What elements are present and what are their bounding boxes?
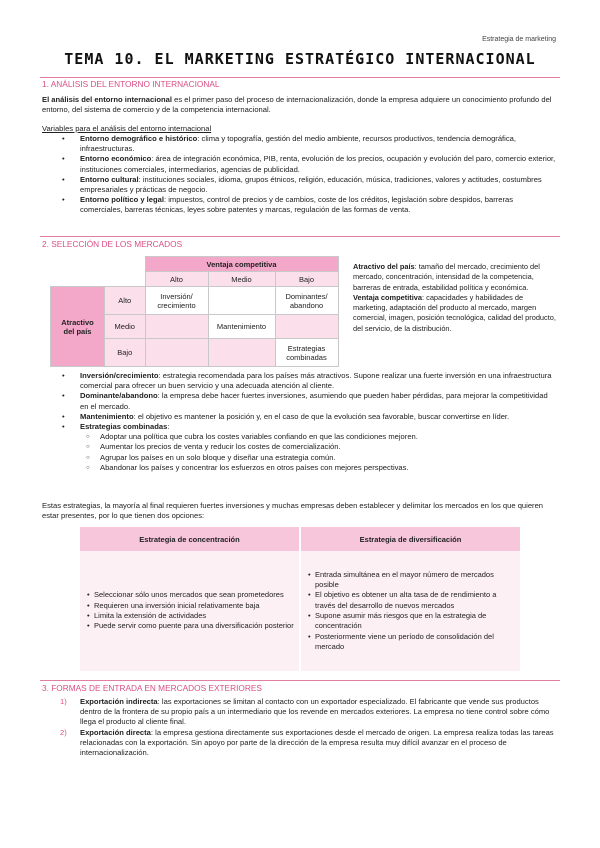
row-label: Medio xyxy=(105,315,146,339)
options-paragraph: Estas estrategias, la mayoría al final requieren fuertes inversiones y muchas empresas deben establecer y delimitar los mercados en los que quieren estar presentes, por lo que tienen dos opciones: xyxy=(42,501,544,521)
list-item xyxy=(42,371,556,391)
row-label: Alto xyxy=(105,287,146,315)
item-text: : impuestos, control de precios y de cambios, coste de los créditos, legislación sobre despidos, barreras comerciales, barreras técnicas, leyes sobre patentes y marcas, regulación de las formas de venta. xyxy=(80,195,514,215)
item-text: : instituciones sociales, idioma, grupos étnicos, religión, educación, música, tradiciones, valores y actitudes, costumbres empresariales y prácticas de negocio. xyxy=(80,174,542,195)
list-item: • Entrada simultánea en el mayor número de mercados posible xyxy=(305,570,516,591)
matrix-cell xyxy=(275,315,338,339)
item-title: Dominante/abandono xyxy=(80,391,158,401)
row-header: Atractivo del país xyxy=(51,287,105,367)
item-title: Entorno económico xyxy=(80,154,152,164)
list-item: • Posteriormente viene un período de consolidación del mercado xyxy=(305,632,516,653)
legend-item xyxy=(353,262,558,293)
matrix-cell: Inversión/ crecimiento xyxy=(145,287,208,315)
item-text: : la empresa gestiona directamente sus exportaciones desde el mercado de origen. La empresa realiza todas las tareas relacionadas con la exportación. Sin apoyo por parte de la dirección de la empresa resulta muy difícil avanzar en el proceso de internacionalización. xyxy=(80,727,554,758)
col-header: Medio xyxy=(208,272,275,287)
list-item xyxy=(42,412,556,422)
item-number: 1) xyxy=(60,697,67,706)
list-item xyxy=(42,134,556,154)
matrix-legend xyxy=(353,262,558,334)
concentration-cell xyxy=(80,551,300,671)
list-item: • Supone asumir más riesgos que en la estrategia de concentración xyxy=(305,611,516,632)
item-text: : estrategia recomendada para los países más atractivos. Supone realizar una fuerte inversión en una infraestructura comercial para ofrecer un buen servicio y una adecuada atención al cliente. xyxy=(80,371,552,391)
legend-text: : capacidades y habilidades de marketing, adaptación del producto al mercado, margen comercial, imagen, posición tecnológica, calidad del producto, del servicio, de la distribución. xyxy=(353,292,556,333)
divider xyxy=(40,77,560,78)
variables-label: Variables para el análisis del entorno internacional xyxy=(42,124,212,133)
header-label: Estrategia de marketing xyxy=(482,36,556,43)
list-item: • Limita la extensión de actividades xyxy=(84,611,295,621)
matrix-cell: Mantenimiento xyxy=(208,315,275,339)
item-title: Exportación directa xyxy=(80,727,151,737)
matrix-cell xyxy=(208,287,275,315)
intro-paragraph xyxy=(42,95,556,115)
concentration-header: Estrategia de concentración xyxy=(80,527,300,551)
list-item xyxy=(42,175,556,195)
list-item xyxy=(42,195,556,215)
intro-text: es el primer paso del proceso de internacionalización, donde la empresa adquiere un conocimiento profundo del entorno, del sistema de comercio y de la competencia internacional. xyxy=(42,95,552,115)
section-heading-3: 3. FORMAS DE ENTRADA EN MERCADOS EXTERIORES xyxy=(42,683,262,693)
item-title: Mantenimiento xyxy=(80,411,134,421)
entry-forms-list xyxy=(42,697,556,758)
list-item xyxy=(42,728,556,759)
section-heading-2: 2. SELECCIÓN DE LOS MERCADOS xyxy=(42,239,183,249)
matrix-cell: Estrategias combinadas xyxy=(275,339,338,367)
list-item: • Requieren una inversión inicial relativamente baja xyxy=(84,601,295,611)
list-item xyxy=(42,422,556,432)
divider xyxy=(40,236,560,237)
list-item: • El objetivo es obtener un alta tasa de de rendimiento a través del desarrollo de nuevos mercados xyxy=(305,590,516,611)
diversification-cell xyxy=(300,551,520,671)
row-label: Bajo xyxy=(105,339,146,367)
matrix-cell: Dominantes/ abandono xyxy=(275,287,338,315)
market-selection-matrix xyxy=(50,256,339,367)
matrix-top-header: Ventaja competitiva xyxy=(145,257,338,272)
page-title: TEMA 10. EL MARKETING ESTRATÉGICO INTERNACIONAL xyxy=(64,50,536,68)
legend-item xyxy=(353,293,558,334)
matrix-cell xyxy=(145,339,208,367)
item-title: Entorno demográfico e histórico xyxy=(80,134,198,143)
sub-item: ○ Aumentar los precios de venta y reducir los costes de comercialización. xyxy=(42,442,556,452)
intro-bold: El análisis del entorno internacional xyxy=(42,95,172,104)
item-title: Estrategias combinadas xyxy=(80,422,168,432)
diversification-header: Estrategia de diversificación xyxy=(300,527,520,551)
matrix-cell xyxy=(145,315,208,339)
divider xyxy=(40,680,560,681)
list-item xyxy=(42,391,556,411)
item-number: 2) xyxy=(60,727,67,737)
legend-title: Atractivo del país xyxy=(353,262,415,271)
item-title: Inversión/crecimiento xyxy=(80,371,159,380)
environment-list xyxy=(42,134,556,216)
item-text: : el objetivo es mantener la posición y, en el caso de que la evolución sea favorable, buscar convertirse en líder. xyxy=(133,411,510,421)
col-header: Bajo xyxy=(275,272,338,287)
list-item xyxy=(42,154,556,174)
list-item xyxy=(42,697,556,728)
item-text: : área de integración económica, PIB, renta, evolución de los precios, ocupación y evolución del paro, comercio exterior, instituciones comerciales, intermediarios, agencias de publicidad. xyxy=(80,154,556,174)
item-title: Entorno cultural xyxy=(80,174,139,184)
strategy-list xyxy=(42,371,556,473)
list-item: • Puede servir como puente para una diversificación posterior xyxy=(84,621,295,631)
item-title: Entorno político y legal xyxy=(80,195,164,205)
strategy-comparison-table xyxy=(80,527,520,671)
sub-item: ○ Agrupar los países en un solo bloque y diseñar una estrategia común. xyxy=(42,453,556,463)
item-text: : las exportaciones se limitan al contacto con un exportador especializado. El fabricante que vende sus productos dentro de la frontera de su propio país a un intermediario que los revende en mercados exteriores. La empresa no tiene control sobre cómo llega el producto al cliente final. xyxy=(80,697,550,727)
sub-item: ○ Abandonar los países y concentrar los esfuerzos en otros países con mejores perspectivas. xyxy=(42,463,556,473)
section-heading-1: 1. ANÁLISIS DEL ENTORNO INTERNACIONAL xyxy=(42,79,220,89)
list-item: • Seleccionar sólo unos mercados que sean prometedores xyxy=(84,590,295,600)
item-title: Exportación indirecta xyxy=(80,697,158,706)
legend-text: : tamaño del mercado, crecimiento del mercado, concentración, intensidad de la competencia, barreras de entrada, estabilidad política y económica. xyxy=(353,262,540,292)
matrix-cell xyxy=(208,339,275,367)
sub-item: ○ Adoptar una política que cubra los costes variables confiando en que las condiciones mejoren. xyxy=(42,432,556,442)
legend-title: Ventaja competitiva xyxy=(353,292,423,302)
item-text: : clima y topografía, gestión del medio ambiente, recursos productivos, tendencia demográfica, infraestructuras. xyxy=(80,134,516,154)
col-header: Alto xyxy=(145,272,208,287)
item-text: : xyxy=(167,422,170,432)
item-text: : la empresa debe hacer fuertes inversiones, asumiendo que pueden haber pérdidas, para mejorar la competitividad en el mercado. xyxy=(80,391,548,411)
